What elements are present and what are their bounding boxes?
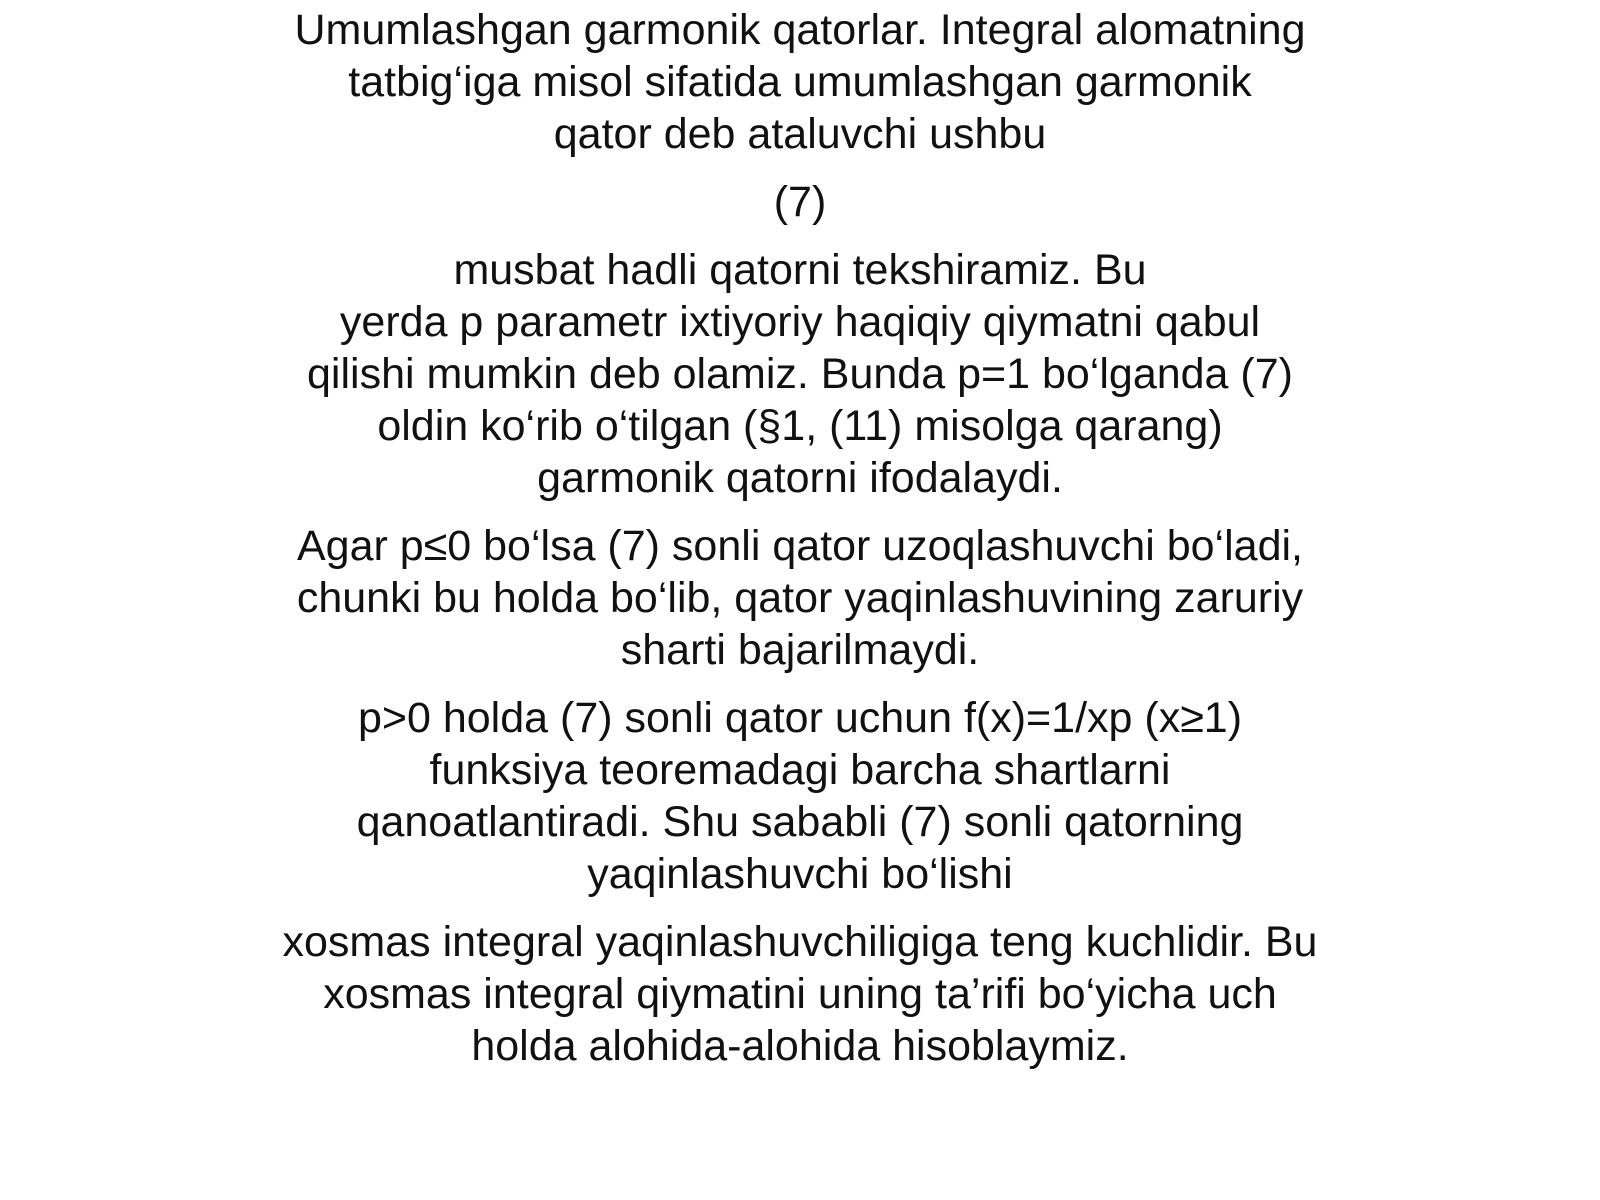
text-line: sharti bajarilmaydi. <box>620 626 980 674</box>
paragraph-equation-number <box>200 176 1400 228</box>
text-line: yaqinlashuvchi bo‘lishi <box>587 850 1013 898</box>
text-line: oldin ko‘rib o‘tilgan (§1, (11) misolga qarang) <box>377 402 1223 450</box>
text-line: Agar p≤0 bo‘lsa (7) sonli qator uzoqlashuvchi bo‘ladi, <box>296 522 1303 570</box>
text-line: tatbig‘iga misol sifatida umumlashgan garmonik <box>348 58 1252 106</box>
text-line: Umumlashgan garmonik qatorlar. Integral alomatning <box>294 6 1306 54</box>
text-line: qilishi mumkin deb olamiz. Bunda p=1 bo‘lganda (7) <box>307 350 1293 398</box>
text-line: qanoatlantiradi. Shu sababli (7) sonli qatorning <box>356 798 1244 846</box>
slide-text-body <box>200 4 1400 1088</box>
text-line: yerda p parametr ixtiyoriy haqiqiy qiymatni qabul <box>339 298 1261 346</box>
text-line: garmonik qatorni ifodalaydi. <box>537 454 1063 502</box>
paragraph-improper-integral <box>200 916 1400 1072</box>
paragraph-intro <box>200 4 1400 160</box>
text-line: chunki bu holda bo‘lib, qator yaqinlashuvining zaruriy <box>296 574 1304 622</box>
paragraph-positive-series <box>200 244 1400 504</box>
text-line: musbat hadli qatorni tekshiramiz. Bu <box>453 246 1147 294</box>
equation-label: (7) <box>773 178 827 226</box>
text-line: p>0 holda (7) sonli qator uchun f(x)=1/xp (x≥1) <box>357 694 1243 742</box>
text-line: qator deb ataluvchi ushbu <box>553 110 1047 158</box>
text-line: xosmas integral qiymatini uning ta’rifi bo‘yicha uch <box>323 970 1277 1018</box>
text-line: holda alohida-alohida hisoblaymiz. <box>471 1022 1129 1070</box>
text-line: xosmas integral yaqinlashuvchiligiga teng kuchlidir. Bu <box>282 918 1318 966</box>
paragraph-convergence-case <box>200 692 1400 900</box>
text-line: funksiya teoremadagi barcha shartlarni <box>429 746 1171 794</box>
paragraph-divergence-case <box>200 520 1400 676</box>
